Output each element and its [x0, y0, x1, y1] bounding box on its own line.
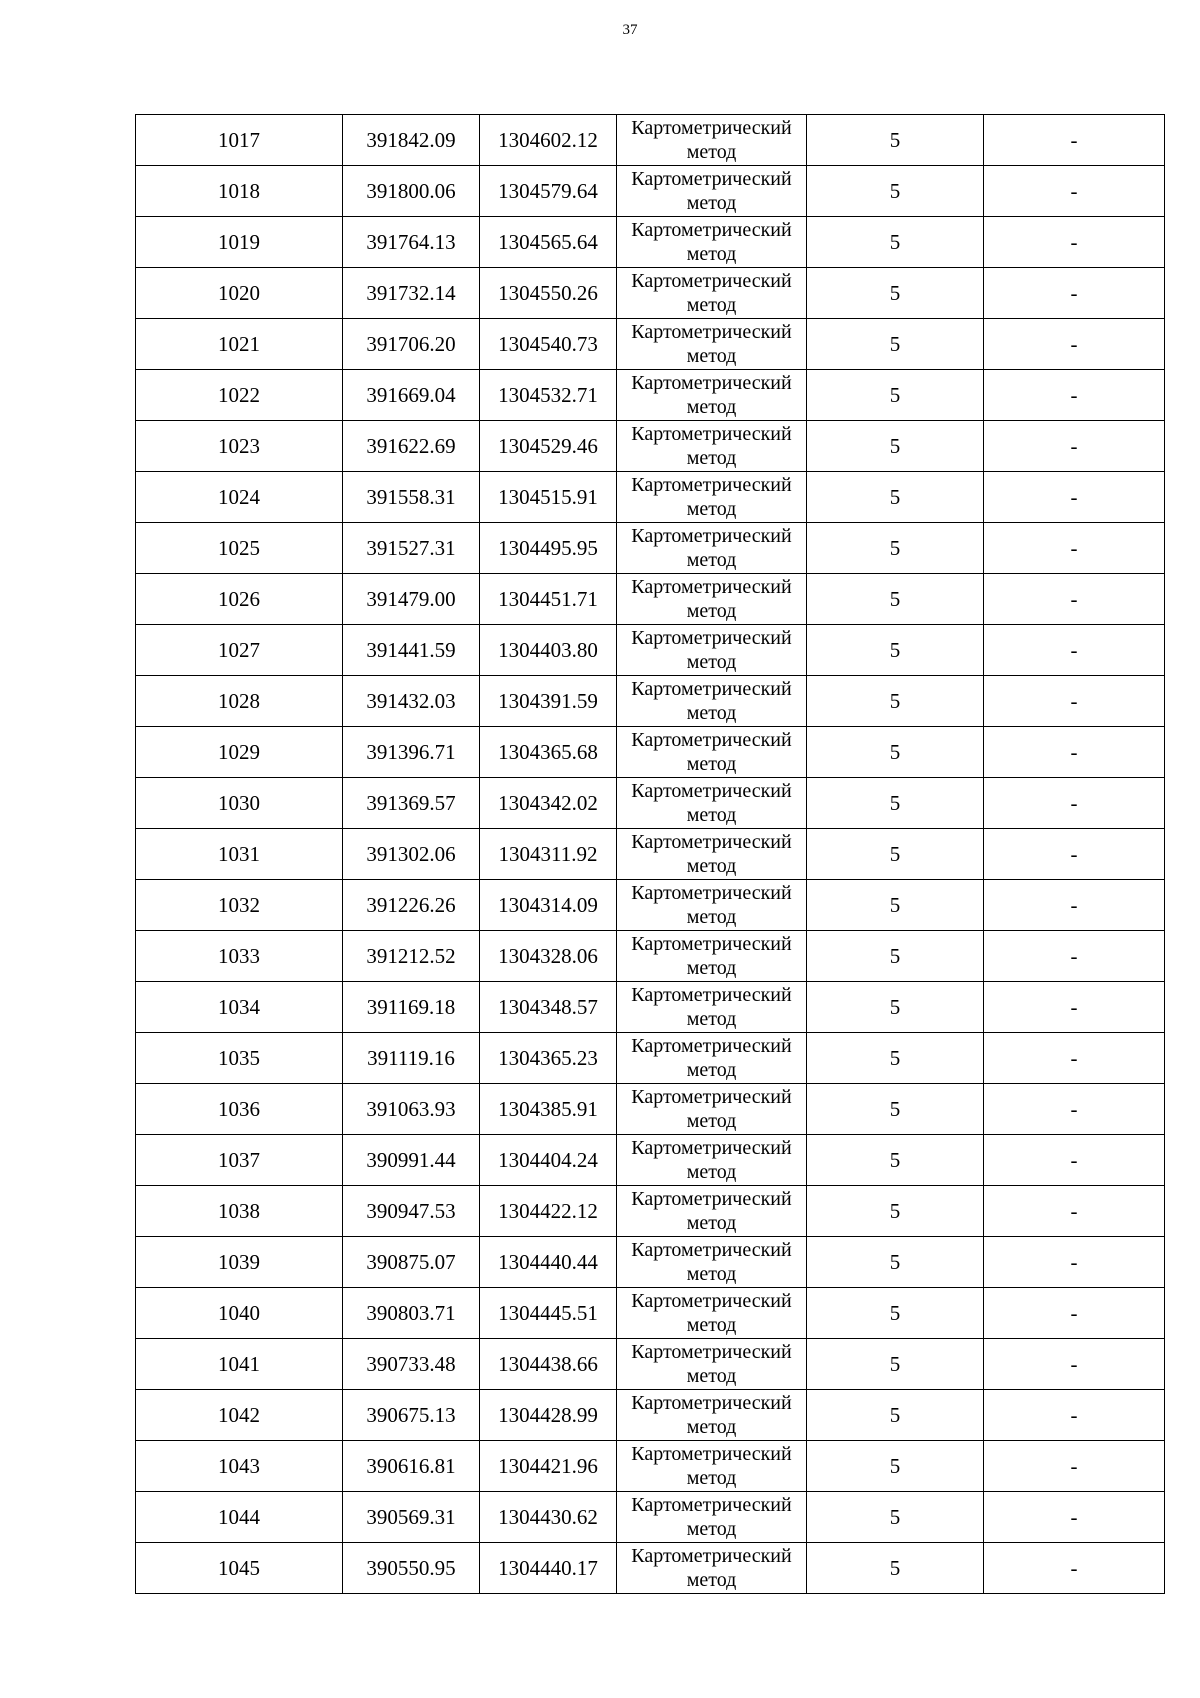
point-cell: 1045	[136, 1543, 343, 1594]
method-line-1: Картометрический	[631, 1188, 792, 1210]
point-cell: 1040	[136, 1288, 343, 1339]
method-line-1: Картометрический	[631, 219, 792, 241]
y-coordinate-cell: 1304529.46	[480, 421, 617, 472]
method-cell	[617, 880, 807, 931]
method-line-1: Картометрический	[631, 1545, 792, 1567]
table-row	[136, 421, 1165, 472]
accuracy-cell: 5	[807, 829, 984, 880]
accuracy-cell: 5	[807, 727, 984, 778]
point-cell: 1028	[136, 676, 343, 727]
x-coordinate-cell: 390947.53	[343, 1186, 480, 1237]
method-line-2: метод	[686, 855, 737, 877]
method-line-2: метод	[686, 192, 737, 214]
x-coordinate-cell: 391369.57	[343, 778, 480, 829]
point-cell: 1035	[136, 1033, 343, 1084]
table-row	[136, 319, 1165, 370]
table-row	[136, 472, 1165, 523]
method-cell	[617, 982, 807, 1033]
note-cell: -	[984, 676, 1165, 727]
method-line-1: Картометрический	[631, 627, 792, 649]
method-line-2: метод	[686, 141, 737, 163]
point-cell: 1031	[136, 829, 343, 880]
accuracy-cell: 5	[807, 625, 984, 676]
x-coordinate-cell: 391063.93	[343, 1084, 480, 1135]
accuracy-cell: 5	[807, 1492, 984, 1543]
accuracy-cell: 5	[807, 1543, 984, 1594]
point-cell: 1032	[136, 880, 343, 931]
table-row	[136, 829, 1165, 880]
table-row	[136, 727, 1165, 778]
y-coordinate-cell: 1304421.96	[480, 1441, 617, 1492]
method-line-2: метод	[686, 1569, 737, 1591]
point-cell: 1024	[136, 472, 343, 523]
accuracy-cell: 5	[807, 421, 984, 472]
method-cell	[617, 319, 807, 370]
note-cell: -	[984, 727, 1165, 778]
method-line-1: Картометрический	[631, 1239, 792, 1261]
method-line-2: метод	[686, 498, 737, 520]
method-line-2: метод	[686, 1467, 737, 1489]
method-line-2: метод	[686, 753, 737, 775]
note-cell: -	[984, 1084, 1165, 1135]
method-line-1: Картометрический	[631, 1341, 792, 1363]
method-line-2: метод	[686, 600, 737, 622]
note-cell: -	[984, 1339, 1165, 1390]
note-cell: -	[984, 778, 1165, 829]
note-cell: -	[984, 574, 1165, 625]
method-line-1: Картометрический	[631, 372, 792, 394]
y-coordinate-cell: 1304515.91	[480, 472, 617, 523]
method-cell	[617, 1288, 807, 1339]
note-cell: -	[984, 1033, 1165, 1084]
point-cell: 1030	[136, 778, 343, 829]
y-coordinate-cell: 1304430.62	[480, 1492, 617, 1543]
note-cell: -	[984, 1186, 1165, 1237]
x-coordinate-cell: 391479.00	[343, 574, 480, 625]
accuracy-cell: 5	[807, 931, 984, 982]
note-cell: -	[984, 166, 1165, 217]
y-coordinate-cell: 1304365.23	[480, 1033, 617, 1084]
x-coordinate-cell: 391396.71	[343, 727, 480, 778]
table-row	[136, 982, 1165, 1033]
method-line-1: Картометрический	[631, 1137, 792, 1159]
note-cell: -	[984, 880, 1165, 931]
point-cell: 1029	[136, 727, 343, 778]
note-cell: -	[984, 523, 1165, 574]
table-row	[136, 574, 1165, 625]
y-coordinate-cell: 1304403.80	[480, 625, 617, 676]
y-coordinate-cell: 1304385.91	[480, 1084, 617, 1135]
method-line-2: метод	[686, 1416, 737, 1438]
point-cell: 1034	[136, 982, 343, 1033]
table-row	[136, 268, 1165, 319]
note-cell: -	[984, 1492, 1165, 1543]
accuracy-cell: 5	[807, 115, 984, 166]
x-coordinate-cell: 390875.07	[343, 1237, 480, 1288]
method-cell	[617, 472, 807, 523]
x-coordinate-cell: 391302.06	[343, 829, 480, 880]
table-row	[136, 1033, 1165, 1084]
x-coordinate-cell: 391669.04	[343, 370, 480, 421]
note-cell: -	[984, 1135, 1165, 1186]
point-cell: 1044	[136, 1492, 343, 1543]
point-cell: 1042	[136, 1390, 343, 1441]
method-cell	[617, 1441, 807, 1492]
table-row	[136, 1339, 1165, 1390]
point-cell: 1037	[136, 1135, 343, 1186]
method-cell	[617, 1339, 807, 1390]
note-cell: -	[984, 1441, 1165, 1492]
x-coordinate-cell: 390803.71	[343, 1288, 480, 1339]
x-coordinate-cell: 391169.18	[343, 982, 480, 1033]
table-row	[136, 1390, 1165, 1441]
table-row	[136, 1492, 1165, 1543]
table-row	[136, 1288, 1165, 1339]
y-coordinate-cell: 1304404.24	[480, 1135, 617, 1186]
x-coordinate-cell: 391622.69	[343, 421, 480, 472]
note-cell: -	[984, 1390, 1165, 1441]
y-coordinate-cell: 1304422.12	[480, 1186, 617, 1237]
x-coordinate-cell: 390569.31	[343, 1492, 480, 1543]
y-coordinate-cell: 1304602.12	[480, 115, 617, 166]
table-row	[136, 1237, 1165, 1288]
method-line-2: метод	[686, 957, 737, 979]
x-coordinate-cell: 391842.09	[343, 115, 480, 166]
accuracy-cell: 5	[807, 880, 984, 931]
method-line-1: Картометрический	[631, 933, 792, 955]
note-cell: -	[984, 931, 1165, 982]
point-cell: 1021	[136, 319, 343, 370]
y-coordinate-cell: 1304550.26	[480, 268, 617, 319]
accuracy-cell: 5	[807, 1084, 984, 1135]
y-coordinate-cell: 1304451.71	[480, 574, 617, 625]
table-row	[136, 1186, 1165, 1237]
method-line-1: Картометрический	[631, 168, 792, 190]
method-cell	[617, 1033, 807, 1084]
method-cell	[617, 931, 807, 982]
method-cell	[617, 268, 807, 319]
method-cell	[617, 421, 807, 472]
method-line-2: метод	[686, 549, 737, 571]
x-coordinate-cell: 391764.13	[343, 217, 480, 268]
method-line-1: Картометрический	[631, 1035, 792, 1057]
y-coordinate-cell: 1304391.59	[480, 676, 617, 727]
x-coordinate-cell: 391441.59	[343, 625, 480, 676]
point-cell: 1018	[136, 166, 343, 217]
x-coordinate-cell: 391226.26	[343, 880, 480, 931]
point-cell: 1019	[136, 217, 343, 268]
point-cell: 1020	[136, 268, 343, 319]
method-cell	[617, 1135, 807, 1186]
table-row	[136, 166, 1165, 217]
accuracy-cell: 5	[807, 268, 984, 319]
coordinates-table	[135, 114, 1165, 1594]
accuracy-cell: 5	[807, 676, 984, 727]
y-coordinate-cell: 1304440.44	[480, 1237, 617, 1288]
table-row	[136, 880, 1165, 931]
method-line-2: метод	[686, 651, 737, 673]
method-cell	[617, 523, 807, 574]
note-cell: -	[984, 268, 1165, 319]
method-cell	[617, 1492, 807, 1543]
accuracy-cell: 5	[807, 574, 984, 625]
y-coordinate-cell: 1304311.92	[480, 829, 617, 880]
method-cell	[617, 166, 807, 217]
x-coordinate-cell: 391706.20	[343, 319, 480, 370]
method-cell	[617, 1390, 807, 1441]
y-coordinate-cell: 1304314.09	[480, 880, 617, 931]
note-cell: -	[984, 625, 1165, 676]
point-cell: 1025	[136, 523, 343, 574]
page-number: 37	[622, 22, 638, 38]
method-line-1: Картометрический	[631, 1392, 792, 1414]
method-line-1: Картометрический	[631, 117, 792, 139]
table-row	[136, 931, 1165, 982]
accuracy-cell: 5	[807, 217, 984, 268]
y-coordinate-cell: 1304565.64	[480, 217, 617, 268]
method-line-1: Картометрический	[631, 423, 792, 445]
accuracy-cell: 5	[807, 1237, 984, 1288]
method-line-2: метод	[686, 1059, 737, 1081]
point-cell: 1026	[136, 574, 343, 625]
y-coordinate-cell: 1304495.95	[480, 523, 617, 574]
note-cell: -	[984, 1237, 1165, 1288]
method-line-1: Картометрический	[631, 576, 792, 598]
method-line-2: метод	[686, 447, 737, 469]
table-row	[136, 1441, 1165, 1492]
note-cell: -	[984, 472, 1165, 523]
method-cell	[617, 625, 807, 676]
method-line-1: Картометрический	[631, 780, 792, 802]
method-line-2: метод	[686, 1314, 737, 1336]
method-line-1: Картометрический	[631, 270, 792, 292]
accuracy-cell: 5	[807, 1390, 984, 1441]
method-line-1: Картометрический	[631, 984, 792, 1006]
note-cell: -	[984, 115, 1165, 166]
point-cell: 1041	[136, 1339, 343, 1390]
y-coordinate-cell: 1304579.64	[480, 166, 617, 217]
x-coordinate-cell: 391119.16	[343, 1033, 480, 1084]
point-cell: 1017	[136, 115, 343, 166]
table-body	[136, 115, 1165, 1594]
point-cell: 1036	[136, 1084, 343, 1135]
x-coordinate-cell: 391212.52	[343, 931, 480, 982]
x-coordinate-cell: 391432.03	[343, 676, 480, 727]
accuracy-cell: 5	[807, 1339, 984, 1390]
method-line-2: метод	[686, 1212, 737, 1234]
method-line-2: метод	[686, 1110, 737, 1132]
accuracy-cell: 5	[807, 166, 984, 217]
x-coordinate-cell: 390733.48	[343, 1339, 480, 1390]
note-cell: -	[984, 1543, 1165, 1594]
accuracy-cell: 5	[807, 1135, 984, 1186]
table-row	[136, 1135, 1165, 1186]
method-line-2: метод	[686, 804, 737, 826]
accuracy-cell: 5	[807, 982, 984, 1033]
note-cell: -	[984, 1288, 1165, 1339]
y-coordinate-cell: 1304428.99	[480, 1390, 617, 1441]
method-line-1: Картометрический	[631, 678, 792, 700]
point-cell: 1039	[136, 1237, 343, 1288]
y-coordinate-cell: 1304540.73	[480, 319, 617, 370]
note-cell: -	[984, 370, 1165, 421]
method-cell	[617, 574, 807, 625]
method-line-1: Картометрический	[631, 729, 792, 751]
y-coordinate-cell: 1304440.17	[480, 1543, 617, 1594]
accuracy-cell: 5	[807, 1288, 984, 1339]
y-coordinate-cell: 1304365.68	[480, 727, 617, 778]
table-row	[136, 625, 1165, 676]
accuracy-cell: 5	[807, 778, 984, 829]
method-line-1: Картометрический	[631, 474, 792, 496]
point-cell: 1033	[136, 931, 343, 982]
method-cell	[617, 1543, 807, 1594]
accuracy-cell: 5	[807, 523, 984, 574]
method-line-2: метод	[686, 1518, 737, 1540]
table-row	[136, 676, 1165, 727]
method-cell	[617, 217, 807, 268]
table-row	[136, 523, 1165, 574]
accuracy-cell: 5	[807, 1033, 984, 1084]
accuracy-cell: 5	[807, 370, 984, 421]
method-line-1: Картометрический	[631, 1494, 792, 1516]
method-line-2: метод	[686, 294, 737, 316]
point-cell: 1043	[136, 1441, 343, 1492]
method-line-2: метод	[686, 1161, 737, 1183]
method-line-1: Картометрический	[631, 1290, 792, 1312]
method-cell	[617, 1237, 807, 1288]
method-line-2: метод	[686, 345, 737, 367]
method-line-2: метод	[686, 1008, 737, 1030]
method-cell	[617, 115, 807, 166]
method-cell	[617, 829, 807, 880]
y-coordinate-cell: 1304342.02	[480, 778, 617, 829]
x-coordinate-cell: 391527.31	[343, 523, 480, 574]
method-line-2: метод	[686, 1263, 737, 1285]
note-cell: -	[984, 982, 1165, 1033]
method-cell	[617, 1186, 807, 1237]
table-row	[136, 217, 1165, 268]
method-line-1: Картометрический	[631, 1086, 792, 1108]
y-coordinate-cell: 1304438.66	[480, 1339, 617, 1390]
method-line-2: метод	[686, 243, 737, 265]
table-row	[136, 370, 1165, 421]
method-line-1: Картометрический	[631, 831, 792, 853]
point-cell: 1023	[136, 421, 343, 472]
table-row	[136, 1543, 1165, 1594]
method-line-2: метод	[686, 1365, 737, 1387]
x-coordinate-cell: 391558.31	[343, 472, 480, 523]
note-cell: -	[984, 829, 1165, 880]
method-line-1: Картометрический	[631, 525, 792, 547]
method-line-2: метод	[686, 702, 737, 724]
method-cell	[617, 1084, 807, 1135]
method-line-1: Картометрический	[631, 882, 792, 904]
x-coordinate-cell: 390991.44	[343, 1135, 480, 1186]
point-cell: 1038	[136, 1186, 343, 1237]
method-cell	[617, 676, 807, 727]
table-row	[136, 115, 1165, 166]
x-coordinate-cell: 391800.06	[343, 166, 480, 217]
accuracy-cell: 5	[807, 319, 984, 370]
method-line-1: Картометрический	[631, 1443, 792, 1465]
note-cell: -	[984, 217, 1165, 268]
x-coordinate-cell: 391732.14	[343, 268, 480, 319]
table-row	[136, 778, 1165, 829]
point-cell: 1027	[136, 625, 343, 676]
y-coordinate-cell: 1304348.57	[480, 982, 617, 1033]
y-coordinate-cell: 1304445.51	[480, 1288, 617, 1339]
method-cell	[617, 370, 807, 421]
point-cell: 1022	[136, 370, 343, 421]
x-coordinate-cell: 390616.81	[343, 1441, 480, 1492]
accuracy-cell: 5	[807, 1441, 984, 1492]
method-cell	[617, 778, 807, 829]
method-line-2: метод	[686, 396, 737, 418]
method-line-1: Картометрический	[631, 321, 792, 343]
x-coordinate-cell: 390675.13	[343, 1390, 480, 1441]
accuracy-cell: 5	[807, 1186, 984, 1237]
x-coordinate-cell: 390550.95	[343, 1543, 480, 1594]
note-cell: -	[984, 421, 1165, 472]
table-row	[136, 1084, 1165, 1135]
y-coordinate-cell: 1304328.06	[480, 931, 617, 982]
y-coordinate-cell: 1304532.71	[480, 370, 617, 421]
note-cell: -	[984, 319, 1165, 370]
method-cell	[617, 727, 807, 778]
accuracy-cell: 5	[807, 472, 984, 523]
method-line-2: метод	[686, 906, 737, 928]
